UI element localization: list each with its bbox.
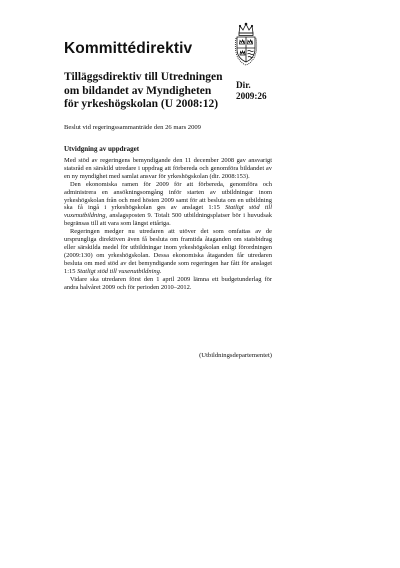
paragraph-2-text: Den ekonomiska ramen för 2009 för att förbereda, genomföra och administrera en ansökningsomgång inför starten av utbildningar inom yrkeshögskolan från och med hösten 2009 samt för att besluta om en utbildning ska få ingå i yrkeshögskolan ges av anslaget 1:15 [64, 180, 272, 212]
paragraph-2-appropriation-name: Statligt stöd till vuxenutbildning [64, 204, 272, 220]
directive-number-block [236, 80, 267, 102]
document-title: Tilläggsdirektiv till Utredningen om bildandet av Myndigheten för yrkeshögskolan (U 2008:12) [64, 71, 223, 110]
decision-line: Beslut vid regeringssammanträde den 26 mars 2009 [64, 124, 201, 131]
paragraph-3-text: Regeringen medger nu utredaren att utöver det som omfattas av de ursprungliga direktiven även få besluta om framtida åtaganden om statsbidrag eller särskilda medel för utbildningar inom yrkeshögskolan enligt förordningen (2009:130) om yrkeshögskolan. Dessa ekonomiska åtaganden får utredaren besluta om med stöd av det bemyndigande som regeringen har fått för anslaget 1:15 [64, 228, 272, 275]
directive-label: Dir. [236, 80, 251, 90]
paragraph-3-appropriation-name: Statligt stöd till vuxenutbildning [77, 267, 160, 275]
section-heading: Utvidgning av uppdraget [64, 145, 140, 153]
paragraph-2 [64, 181, 272, 228]
department-name: (Utbildningsdepartementet) [199, 352, 272, 359]
paragraph-4: Vidare ska utredaren först den 1 april 2009 lämna ett budgetunderlag för andra halvåret 2009 och för perioden 2010–2012. [64, 275, 272, 291]
directive-number: 2009:26 [236, 91, 267, 101]
paragraph-1: Med stöd av regeringens bemyndigande den 11 december 2008 gav ansvarigt statsråd en särskild utredare i uppdrag att förbereda och genomföra bildandet av en ny myndighet med samlat ansvar för yrkeshögskolan (dir. 2008:153). [64, 157, 272, 180]
coat-of-arms-icon [232, 22, 260, 66]
paragraph-3 [64, 228, 272, 275]
paragraph-3-text-end: . [159, 267, 162, 275]
body-text [64, 157, 272, 291]
document-type-heading: Kommittédirektiv [64, 40, 193, 57]
paragraph-2-text-end: , anslagsposten 9. Totalt 500 utbildningsplatser bör i huvudsak begränsas till att vara som längst ettåriga. [64, 212, 272, 228]
